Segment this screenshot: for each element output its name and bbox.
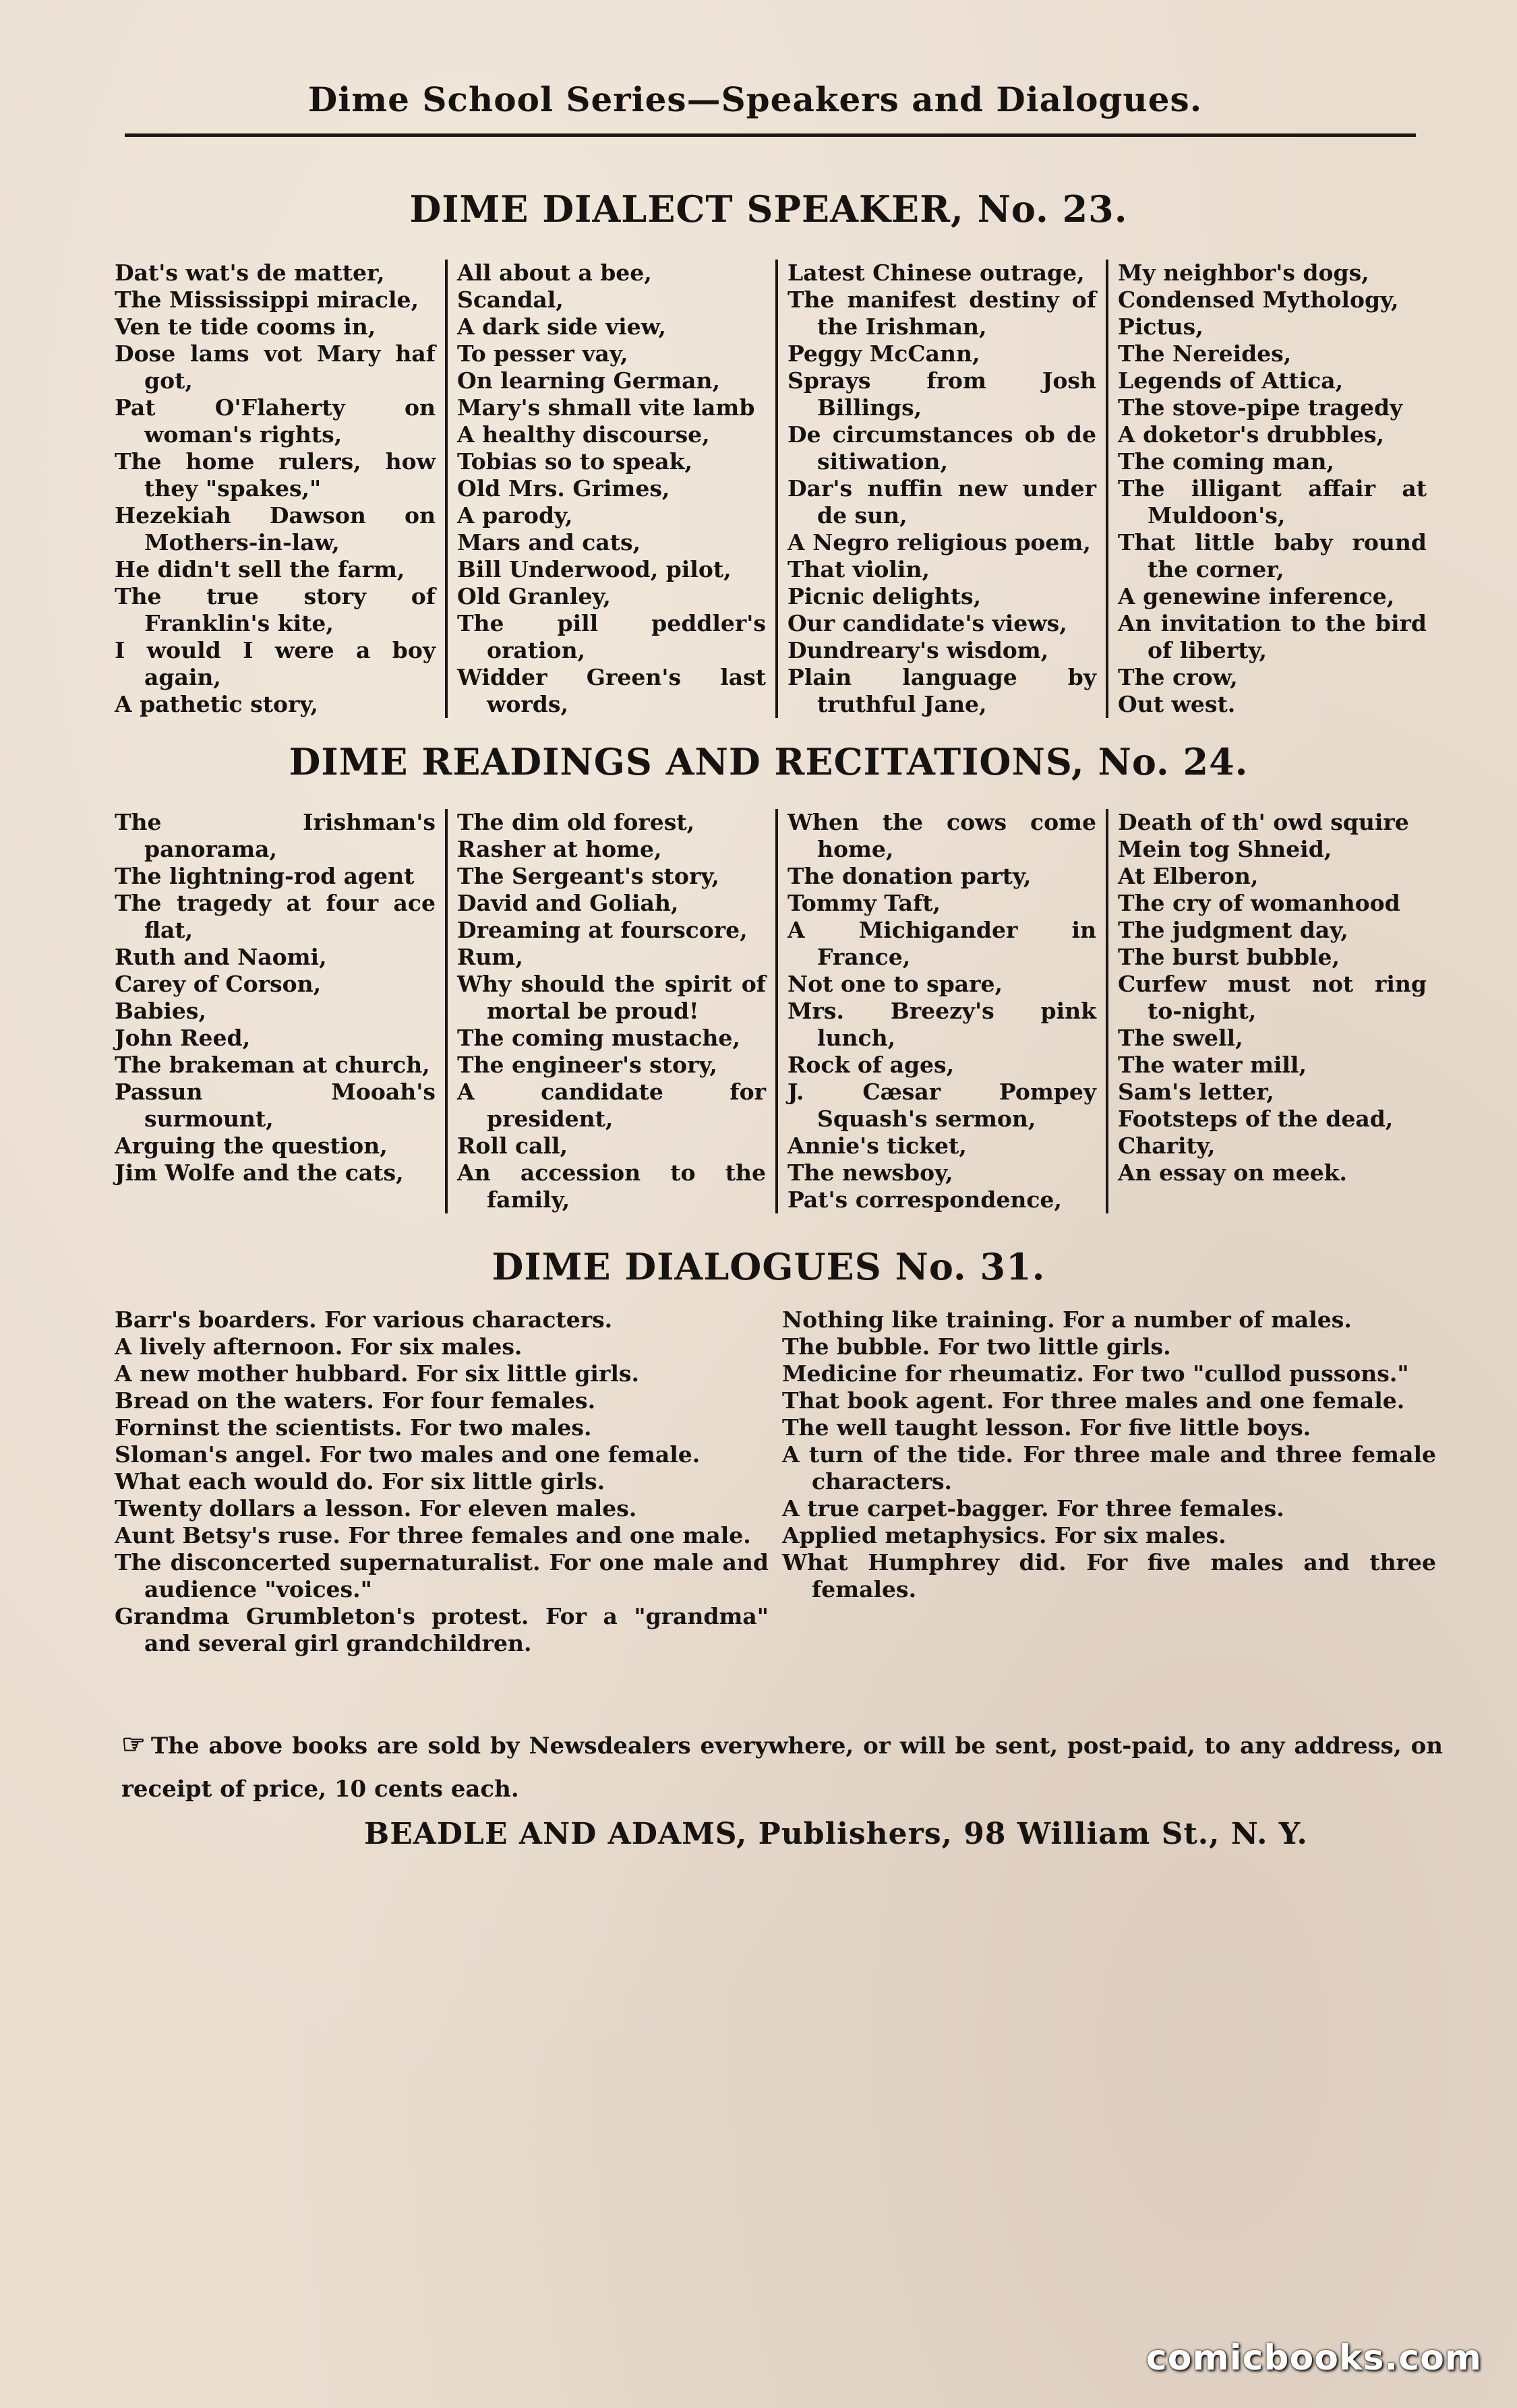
- speaker-section-title: DIME DIALECT SPEAKER, No. 23.: [409, 187, 1128, 231]
- list-item: David and Goliah,: [457, 890, 679, 916]
- list-item: Dat's wat's de matter,: [115, 260, 385, 286]
- site-watermark: comicbooks.com: [1146, 2338, 1482, 2378]
- list-item: Rasher at home,: [457, 836, 662, 862]
- list-item: He didn't sell the farm,: [115, 556, 405, 582]
- list-item: That book agent. For three males and one female.: [782, 1387, 1405, 1414]
- list-item: Barr's boarders. For various characters.: [115, 1306, 613, 1333]
- list-item: Forninst the scientists. For two males.: [115, 1414, 592, 1441]
- list-item: The donation party,: [787, 863, 1032, 889]
- list-item: The newsboy,: [787, 1160, 953, 1186]
- list-item: I would I were a boy again,: [115, 637, 436, 690]
- list-item: Medicine for rheumatiz. For two "cullod pussons.": [782, 1360, 1409, 1387]
- list-item: Tobias so to speak,: [457, 448, 693, 475]
- speaker-column-4: [1106, 260, 1436, 718]
- list-item: An essay on meek.: [1118, 1160, 1348, 1186]
- list-item: An invitation to the bird of liberty,: [1118, 610, 1427, 663]
- list-item: Footsteps of the dead,: [1118, 1106, 1394, 1132]
- list-item: What each would do. For six little girls.: [115, 1468, 605, 1495]
- list-item: Pictus,: [1118, 313, 1203, 340]
- speaker-columns: [115, 260, 1436, 718]
- list-item: Death of th' owd squire: [1118, 809, 1409, 835]
- list-item: Dreaming at fourscore,: [457, 917, 748, 943]
- list-item: Roll call,: [457, 1133, 568, 1159]
- list-item: Carey of Corson,: [115, 971, 322, 997]
- list-item: Scandal,: [457, 287, 564, 313]
- list-item: The home rulers, how they "spakes,": [115, 448, 436, 502]
- list-item: Hezekiah Dawson on Mothers-in-law,: [115, 502, 436, 555]
- list-item: A lively afternoon. For six males.: [115, 1333, 523, 1360]
- list-item: The pill peddler's oration,: [457, 610, 766, 663]
- list-item: Aunt Betsy's ruse. For three females and one male.: [115, 1522, 751, 1548]
- list-item: Jim Wolfe and the cats,: [115, 1160, 404, 1186]
- list-item: That violin,: [787, 556, 930, 582]
- list-item: Mein tog Shneid,: [1118, 836, 1332, 862]
- list-item: My neighbor's dogs,: [1118, 260, 1369, 286]
- list-item: A doketor's drubbles,: [1118, 421, 1385, 448]
- dialogues-column-2: [775, 1306, 1436, 1657]
- list-item: Plain language by truthful Jane,: [787, 664, 1096, 717]
- list-item: The burst bubble,: [1118, 944, 1340, 970]
- list-item: Out west.: [1118, 691, 1236, 717]
- list-item: Annie's ticket,: [787, 1133, 967, 1159]
- list-item: Arguing the question,: [115, 1133, 388, 1159]
- readings-section-title: DIME READINGS AND RECITATIONS, No. 24.: [289, 740, 1249, 783]
- list-item: Not one to spare,: [787, 971, 1003, 997]
- dialogues-section-title: DIME DIALOGUES No. 31.: [492, 1245, 1046, 1288]
- list-item: Charity,: [1118, 1133, 1216, 1159]
- list-item: Our candidate's views,: [787, 610, 1067, 636]
- list-item: The coming man,: [1118, 448, 1334, 475]
- list-item: A healthy discourse,: [457, 421, 710, 448]
- list-item: J. Cæsar Pompey Squash's sermon,: [787, 1079, 1096, 1132]
- readings-column-1: [115, 809, 445, 1213]
- list-item: A genewine inference,: [1118, 583, 1395, 609]
- list-item: The bubble. For two little girls.: [782, 1333, 1171, 1360]
- list-item: The swell,: [1118, 1025, 1243, 1051]
- list-item: The dim old forest,: [457, 809, 695, 835]
- list-item: Dose lams vot Mary haf got,: [115, 340, 436, 394]
- list-item: Mary's shmall vite lamb: [457, 394, 755, 421]
- publisher-imprint: BEADLE AND ADAMS, Publishers, 98 William St., N. Y.: [364, 1817, 1308, 1851]
- list-item: An accession to the family,: [457, 1160, 766, 1213]
- list-item: That little baby round the corner,: [1118, 529, 1427, 582]
- list-item: Latest Chinese outrage,: [787, 260, 1085, 286]
- list-item: Peggy McCann,: [787, 340, 980, 367]
- list-item: Pat's correspondence,: [787, 1186, 1062, 1213]
- list-item: The water mill,: [1118, 1052, 1307, 1078]
- list-item: The well taught lesson. For five little boys.: [782, 1414, 1311, 1441]
- list-item: The disconcerted supernaturalist. For one male and audience "voices.": [115, 1549, 769, 1602]
- list-item: The lightning-rod agent: [115, 863, 415, 889]
- list-item: Mars and cats,: [457, 529, 641, 555]
- list-item: Applied metaphysics. For six males.: [782, 1522, 1226, 1548]
- list-item: At Elberon,: [1118, 863, 1259, 889]
- list-item: Dundreary's wisdom,: [787, 637, 1049, 663]
- list-item: The manifest destiny of the Irishman,: [787, 287, 1096, 340]
- list-item: Ruth and Naomi,: [115, 944, 327, 970]
- list-item: Grandma Grumbleton's protest. For a "grandma" and several girl grandchildren.: [115, 1603, 769, 1656]
- list-item: The coming mustache,: [457, 1025, 740, 1051]
- list-item: Twenty dollars a lesson. For eleven males.: [115, 1495, 637, 1522]
- list-item: Pat O'Flaherty on woman's rights,: [115, 394, 436, 448]
- list-item: Condensed Mythology,: [1118, 287, 1399, 313]
- list-item: The true story of Franklin's kite,: [115, 583, 436, 636]
- running-head: Dime School Series—Speakers and Dialogues.: [307, 80, 1203, 119]
- readings-column-3: [775, 809, 1106, 1213]
- list-item: The brakeman at church,: [115, 1052, 430, 1078]
- list-item: Bread on the waters. For four females.: [115, 1387, 596, 1414]
- list-item: To pesser vay,: [457, 340, 628, 367]
- list-item: A true carpet-bagger. For three females.: [782, 1495, 1284, 1522]
- list-item: The tragedy at four ace flat,: [115, 890, 436, 943]
- list-item: The cry of womanhood: [1118, 890, 1400, 916]
- list-item: A turn of the tide. For three male and three female characters.: [782, 1441, 1436, 1495]
- list-item: Sprays from Josh Billings,: [787, 367, 1096, 421]
- dialogues-columns: [115, 1306, 1436, 1657]
- list-item: Bill Underwood, pilot,: [457, 556, 732, 582]
- list-item: All about a bee,: [457, 260, 652, 286]
- list-item: Ven te tide cooms in,: [115, 313, 376, 340]
- speaker-column-3: [775, 260, 1106, 718]
- list-item: The Mississippi miracle,: [115, 287, 419, 313]
- list-item: Mrs. Breezy's pink lunch,: [787, 998, 1096, 1051]
- list-item: Passun Mooah's surmount,: [115, 1079, 436, 1132]
- list-item: John Reed,: [115, 1025, 251, 1051]
- list-item: A parody,: [457, 502, 573, 529]
- list-item: The illigant affair at Muldoon's,: [1118, 475, 1427, 529]
- list-item: Tommy Taft,: [787, 890, 941, 916]
- readings-column-2: [445, 809, 775, 1213]
- list-item: Babies,: [115, 998, 206, 1024]
- list-item: De circumstances ob de sitiwation,: [787, 421, 1096, 475]
- list-item: A Negro religious poem,: [787, 529, 1091, 555]
- dialogues-column-1: [115, 1306, 775, 1657]
- list-item: The stove-pipe tragedy: [1118, 394, 1403, 421]
- list-item: Old Mrs. Grimes,: [457, 475, 670, 502]
- list-item: Rum,: [457, 944, 523, 970]
- list-item: When the cows come home,: [787, 809, 1096, 862]
- list-item: The crow,: [1118, 664, 1238, 690]
- list-item: The engineer's story,: [457, 1052, 717, 1078]
- readings-column-4: [1106, 809, 1436, 1213]
- list-item: Old Granley,: [457, 583, 611, 609]
- list-item: The Sergeant's story,: [457, 863, 719, 889]
- speaker-column-1: [115, 260, 445, 718]
- list-item: Nothing like training. For a number of males.: [782, 1306, 1352, 1333]
- speaker-column-2: [445, 260, 775, 718]
- readings-columns: [115, 809, 1436, 1213]
- list-item: Curfew must not ring to-night,: [1118, 971, 1427, 1024]
- list-item: A pathetic story,: [115, 691, 318, 717]
- list-item: A Michigander in France,: [787, 917, 1096, 970]
- list-item: On learning German,: [457, 367, 720, 394]
- list-item: Sloman's angel. For two males and one female.: [115, 1441, 701, 1468]
- sales-notice: [121, 1723, 1443, 1811]
- list-item: A dark side view,: [457, 313, 666, 340]
- list-item: The judgment day,: [1118, 917, 1348, 943]
- list-item: The Irishman's panorama,: [115, 809, 436, 862]
- list-item: A candidate for president,: [457, 1079, 766, 1132]
- list-item: Widder Green's last words,: [457, 664, 766, 717]
- head-rule: [125, 133, 1416, 137]
- pointing-hand-icon: ☞: [121, 1728, 146, 1760]
- list-item: Legends of Attica,: [1118, 367, 1344, 394]
- list-item: Rock of ages,: [787, 1052, 955, 1078]
- list-item: A new mother hubbard. For six little girls.: [115, 1360, 639, 1387]
- list-item: Picnic delights,: [787, 583, 982, 609]
- list-item: What Humphrey did. For five males and three females.: [782, 1549, 1436, 1602]
- sales-notice-text: The above books are sold by Newsdealers everywhere, or will be sent, post-paid, to any address, on receipt of price, 10 cents each.: [121, 1733, 1443, 1803]
- list-item: Sam's letter,: [1118, 1079, 1274, 1105]
- list-item: Dar's nuffin new under de sun,: [787, 475, 1096, 529]
- list-item: Why should the spirit of mortal be proud!: [457, 971, 766, 1024]
- list-item: The Nereides,: [1118, 340, 1292, 367]
